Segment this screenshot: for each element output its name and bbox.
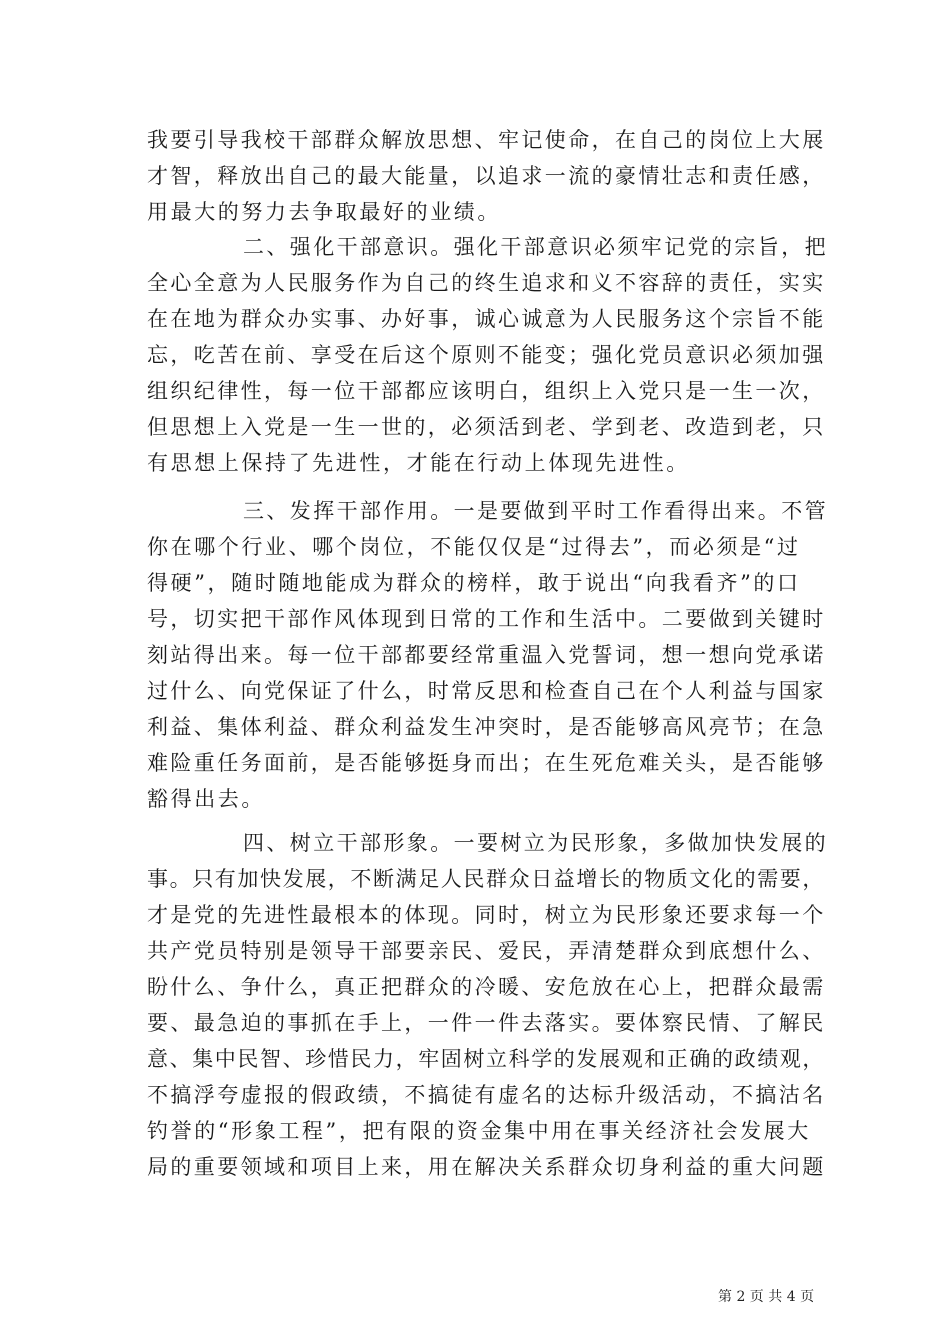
text-line: 盼什么、争什么，真正把群众的冷暖、安危放在心上，把群众最需: [147, 975, 826, 999]
text-line: 刻站得出来。每一位干部都要经常重温入党誓词，想一想向党承诺: [147, 643, 826, 667]
text-line: 我要引导我校干部群众解放思想、牢记使命，在自己的岗位上大展: [147, 128, 826, 152]
text-line: 在在地为群众办实事、办好事，诚心诚意为人民服务这个宗旨不能: [147, 307, 826, 331]
text-line: 局的重要领域和项目上来，用在解决关系群众切身利益的重大问题: [147, 1155, 826, 1179]
text-line: 共产党员特别是领导干部要亲民、爱民，弄清楚群众到底想什么、: [147, 939, 826, 963]
text-line: 得硬”，随时随地能成为群众的榜样，敢于说出“向我看齐”的口: [147, 571, 801, 595]
text-line: 事。只有加快发展，不断满足人民群众日益增长的物质文化的需要，: [147, 867, 825, 891]
text-line: 才是党的先进性最根本的体现。同时，树立为民形象还要求每一个: [147, 903, 826, 927]
text-line: 组织纪律性，每一位干部都应该明白，组织上入党只是一生一次，: [147, 379, 826, 403]
text-line: 用最大的努力去争取最好的业绩。: [147, 200, 501, 224]
text-line: 有思想上保持了先进性，才能在行动上体现先进性。: [147, 451, 690, 475]
text-line: 不搞浮夸虚报的假政绩，不搞徒有虚名的达标升级活动，不搞沽名: [147, 1083, 826, 1107]
text-line: 号，切实把干部作风体现到日常的工作和生活中。二要做到关键时: [147, 607, 826, 631]
section-heading-line: 二、强化干部意识。强化干部意识必须牢记党的宗旨，把: [243, 235, 828, 259]
text-line: 要、最急迫的事抓在手上，一件一件去落实。要体察民情、了解民: [147, 1011, 826, 1035]
text-line: 你在哪个行业、哪个岗位，不能仅仅是“过得去”，而必须是“过: [147, 535, 801, 559]
text-line: 但思想上入党是一生一世的，必须活到老、学到老、改造到老，只: [147, 415, 826, 439]
section-heading-line: 三、发挥干部作用。一是要做到平时工作看得出来。不管: [243, 499, 828, 523]
text-line: 豁得出去。: [147, 787, 265, 811]
page-number-footer: 第 2 页 共 4 页: [718, 1289, 815, 1305]
text-line: 利益、集体利益、群众利益发生冲突时，是否能够高风亮节；在急: [147, 715, 826, 739]
text-line: 才智，释放出自己的最大能量，以追求一流的豪情壮志和责任感，: [147, 164, 826, 188]
text-line: 忘，吃苦在前、享受在后这个原则不能变；强化党员意识必须加强: [147, 343, 826, 367]
section-heading-line: 四、树立干部形象。一要树立为民形象，多做加快发展的: [243, 831, 828, 855]
text-line: 意、集中民智、珍惜民力，牢固树立科学的发展观和正确的政绩观，: [147, 1047, 825, 1071]
text-line: 钓誉的“形象工程”，把有限的资金集中用在事关经济社会发展大: [147, 1119, 811, 1143]
text-line: 全心全意为人民服务作为自己的终生追求和义不容辞的责任，实实: [147, 271, 826, 295]
text-line: 难险重任务面前，是否能够挺身而出；在生死危难关头，是否能够: [147, 751, 826, 775]
text-line: 过什么、向党保证了什么，时常反思和检查自己在个人利益与国家: [147, 679, 826, 703]
